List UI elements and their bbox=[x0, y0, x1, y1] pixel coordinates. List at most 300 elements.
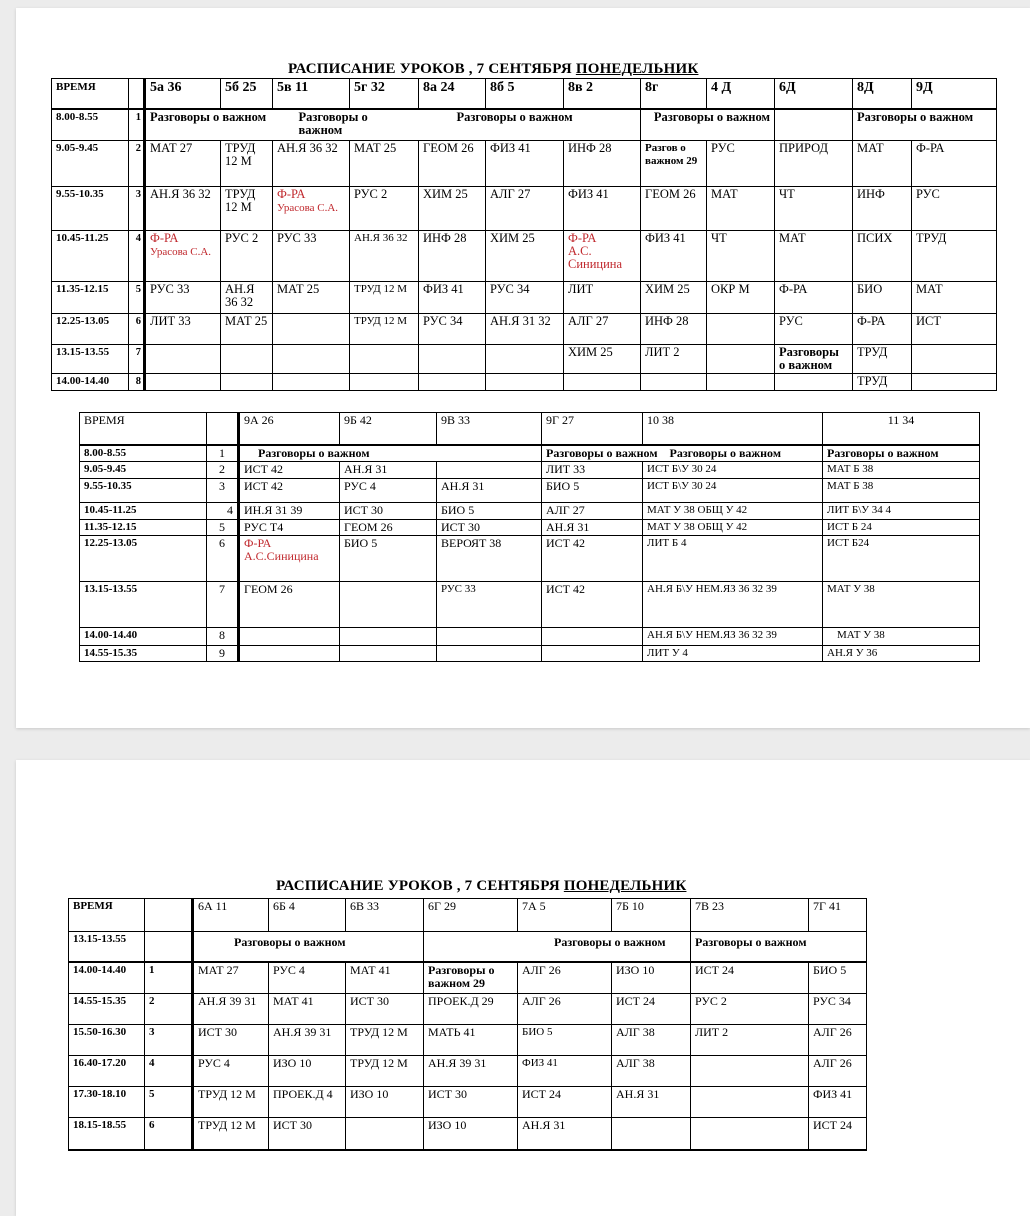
time-cell: 12.25-13.05 bbox=[52, 314, 129, 345]
table-row bbox=[80, 535, 980, 581]
lesson-cell: АЛГ 38 bbox=[612, 1025, 691, 1056]
lesson-cell: ТРУД 12 М bbox=[221, 187, 273, 231]
lesson-cell: БИО bbox=[853, 282, 912, 314]
lesson-cell: ХИМ 25 bbox=[564, 345, 641, 374]
lesson-cell bbox=[437, 645, 542, 661]
schedule-table-9-11-grades bbox=[79, 412, 980, 662]
lesson-cell: МАТ bbox=[853, 141, 912, 187]
table-row bbox=[80, 502, 980, 519]
lesson-cell: Ф-РА bbox=[912, 141, 997, 187]
header-class: 9Д bbox=[912, 79, 997, 109]
lesson-cell: ИСТ 30 bbox=[340, 502, 437, 519]
table-row bbox=[52, 141, 997, 187]
lesson-cell: Разгов о важном 29 bbox=[641, 141, 707, 187]
lesson-cell: АЛГ 38 bbox=[612, 1056, 691, 1087]
lesson-cell: АН.Я У 36 bbox=[823, 645, 980, 661]
time-cell: 8.00-8.55 bbox=[52, 109, 129, 141]
lesson-number: 6 bbox=[207, 535, 239, 581]
pe-lesson-cell bbox=[145, 231, 221, 282]
lesson-number: 4 bbox=[129, 231, 145, 282]
header-class: 6В 33 bbox=[346, 899, 424, 932]
table-row bbox=[52, 282, 997, 314]
header-class: 7Г 41 bbox=[809, 899, 867, 932]
teacher-name: А.С.Синицина bbox=[244, 548, 319, 563]
lesson-number: 5 bbox=[129, 282, 145, 314]
lesson-cell: МАТЬ 41 bbox=[424, 1025, 518, 1056]
lesson-cell bbox=[145, 345, 221, 374]
schedule-table-6-7-grades bbox=[68, 898, 867, 1151]
pe-label: Ф-РА bbox=[277, 187, 306, 201]
lesson-cell: МАТ У 38 bbox=[823, 627, 980, 645]
lesson-cell: ИНФ bbox=[853, 187, 912, 231]
lesson-cell: ХИМ 25 bbox=[641, 282, 707, 314]
lesson-cell bbox=[707, 345, 775, 374]
pe-lesson-cell bbox=[273, 187, 350, 231]
lesson-cell bbox=[346, 1118, 424, 1150]
header-class: 5б 25 bbox=[221, 79, 273, 109]
lesson-cell: ТРУД 12 М bbox=[346, 1025, 424, 1056]
lesson-cell: АН.Я 31 bbox=[518, 1118, 612, 1150]
lesson-cell bbox=[707, 374, 775, 391]
lesson-cell: ГЕОМ 26 bbox=[419, 141, 486, 187]
lesson-cell bbox=[707, 314, 775, 345]
lesson-cell bbox=[912, 374, 997, 391]
lesson-cell: АН.Я 36 32 bbox=[273, 141, 350, 187]
table-row bbox=[52, 109, 997, 141]
lesson-cell: ТРУД 12 М bbox=[346, 1056, 424, 1087]
lesson-cell: ХИМ 25 bbox=[419, 187, 486, 231]
lesson-cell: ИСТ 30 bbox=[193, 1025, 269, 1056]
lesson-number: 7 bbox=[207, 581, 239, 627]
lesson-cell bbox=[691, 1087, 809, 1118]
lesson-cell: АЛГ 26 bbox=[809, 1025, 867, 1056]
lesson-cell: РУС bbox=[707, 141, 775, 187]
lesson-cell: АН.Я 36 32 bbox=[350, 231, 419, 282]
table-row bbox=[69, 1056, 867, 1087]
header-class: 7В 23 bbox=[691, 899, 809, 932]
talks-important-cell: Разговоры о важном bbox=[273, 109, 419, 141]
lesson-cell bbox=[641, 374, 707, 391]
time-cell: 14.00-14.40 bbox=[69, 962, 145, 994]
lesson-cell: МАТ bbox=[775, 231, 853, 282]
lesson-cell bbox=[350, 374, 419, 391]
header-class: 8б 5 bbox=[486, 79, 564, 109]
lesson-cell bbox=[486, 374, 564, 391]
lesson-cell: МАТ Б 38 bbox=[823, 461, 980, 478]
lesson-cell: АН.Я 39 31 bbox=[269, 1025, 346, 1056]
header-time: ВРЕМЯ bbox=[80, 413, 207, 445]
lesson-cell: МАТ 27 bbox=[193, 962, 269, 994]
table-row bbox=[52, 231, 997, 282]
table-row bbox=[69, 962, 867, 994]
lesson-cell: РУС bbox=[775, 314, 853, 345]
table-row bbox=[80, 645, 980, 661]
empty-cell bbox=[775, 109, 853, 141]
talks-important-cell: Разговоры о важном bbox=[691, 932, 867, 962]
lesson-cell: ИСТ 42 bbox=[239, 461, 340, 478]
lesson-cell: ПРОЕК.Д 29 bbox=[424, 994, 518, 1025]
lesson-cell: МАТ У 38 ОБЩ У 42 bbox=[643, 519, 823, 535]
header-class: 8а 24 bbox=[419, 79, 486, 109]
lesson-cell: ИСТ 30 bbox=[346, 994, 424, 1025]
table-header-row bbox=[52, 79, 997, 109]
table-row bbox=[69, 932, 867, 962]
lesson-cell: ИСТ Б\У 30 24 bbox=[643, 461, 823, 478]
talks-important-cell: Разговоры о важном bbox=[424, 932, 691, 962]
lesson-cell: ПРОЕК.Д 4 bbox=[269, 1087, 346, 1118]
table-row bbox=[80, 461, 980, 478]
schedule-table-5-8-grades bbox=[51, 78, 997, 391]
lesson-cell bbox=[775, 374, 853, 391]
lesson-cell: ИЗО 10 bbox=[346, 1087, 424, 1118]
table-row bbox=[52, 314, 997, 345]
header-class: 11 34 bbox=[823, 413, 980, 445]
lesson-number: 7 bbox=[129, 345, 145, 374]
lesson-cell: АН.Я 39 31 bbox=[424, 1056, 518, 1087]
lesson-cell bbox=[419, 374, 486, 391]
lesson-cell: МАТ У 38 ОБЩ У 42 bbox=[643, 502, 823, 519]
lesson-cell: МАТ 41 bbox=[269, 994, 346, 1025]
header-time: ВРЕМЯ bbox=[52, 79, 129, 109]
lesson-cell: ИСТ 24 bbox=[612, 994, 691, 1025]
schedule-title bbox=[276, 878, 686, 895]
time-cell: 13.15-13.55 bbox=[80, 581, 207, 627]
lesson-cell: БИО 5 bbox=[809, 962, 867, 994]
lesson-cell: ФИЗ 41 bbox=[486, 141, 564, 187]
lesson-cell: ИН.Я 31 39 bbox=[239, 502, 340, 519]
header-class: 10 38 bbox=[643, 413, 823, 445]
lesson-number: 3 bbox=[129, 187, 145, 231]
header-class: 9Б 42 bbox=[340, 413, 437, 445]
lesson-cell: ТРУД 12 М bbox=[221, 141, 273, 187]
lesson-cell: РУС 34 bbox=[486, 282, 564, 314]
lesson-cell: РУС 33 bbox=[437, 581, 542, 627]
lesson-cell bbox=[340, 645, 437, 661]
header-class: 5в 11 bbox=[273, 79, 350, 109]
header-class: 9Г 27 bbox=[542, 413, 643, 445]
lesson-cell: БИО 5 bbox=[542, 478, 643, 502]
lesson-cell: ФИЗ 41 bbox=[419, 282, 486, 314]
header-class: 8в 2 bbox=[564, 79, 641, 109]
time-cell: 11.35-12.15 bbox=[80, 519, 207, 535]
title-prefix: РАСПИСАНИЕ УРОКОВ , 7 СЕНТЯБРЯ bbox=[276, 878, 564, 894]
lesson-cell: ТРУД bbox=[853, 345, 912, 374]
lesson-cell: ИНФ 28 bbox=[419, 231, 486, 282]
lesson-cell: ГЕОМ 26 bbox=[239, 581, 340, 627]
lesson-number: 9 bbox=[207, 645, 239, 661]
lesson-cell: АН.Я 36 32 bbox=[221, 282, 273, 314]
lesson-cell: ИНФ 28 bbox=[564, 141, 641, 187]
time-cell: 9.05-9.45 bbox=[52, 141, 129, 187]
time-cell: 12.25-13.05 bbox=[80, 535, 207, 581]
lesson-cell: ИСТ Б\У 30 24 bbox=[643, 478, 823, 502]
lesson-number: 5 bbox=[145, 1087, 193, 1118]
lesson-number bbox=[145, 932, 193, 962]
lesson-number: 1 bbox=[207, 445, 239, 462]
talks-important-cell bbox=[542, 445, 823, 462]
lesson-number: 5 bbox=[207, 519, 239, 535]
lesson-cell: РУС Т4 bbox=[239, 519, 340, 535]
teacher-name: А.С. Синицина bbox=[568, 244, 623, 271]
time-cell: 16.40-17.20 bbox=[69, 1056, 145, 1087]
lesson-cell: ФИЗ 41 bbox=[564, 187, 641, 231]
lesson-cell: ФИЗ 41 bbox=[809, 1087, 867, 1118]
lesson-cell: АЛГ 27 bbox=[542, 502, 643, 519]
lesson-cell: Ф-РА bbox=[853, 314, 912, 345]
lesson-cell: ИЗО 10 bbox=[612, 962, 691, 994]
lesson-number: 6 bbox=[145, 1118, 193, 1150]
lesson-cell: АЛГ 27 bbox=[486, 187, 564, 231]
teacher-name: Урасова С.А. bbox=[277, 202, 339, 214]
header-class: 5г 32 bbox=[350, 79, 419, 109]
lesson-cell: АЛГ 27 bbox=[564, 314, 641, 345]
lesson-cell: ОКР М bbox=[707, 282, 775, 314]
table-row bbox=[52, 345, 997, 374]
time-cell: 9.55-10.35 bbox=[52, 187, 129, 231]
lesson-cell: БИО 5 bbox=[340, 535, 437, 581]
schedule-title bbox=[288, 61, 698, 78]
header-class: 6Д bbox=[775, 79, 853, 109]
time-cell: 14.00-14.40 bbox=[80, 627, 207, 645]
lesson-cell: АЛГ 26 bbox=[518, 962, 612, 994]
lesson-cell bbox=[350, 345, 419, 374]
lesson-cell: ЛИТ Б\У 34 4 bbox=[823, 502, 980, 519]
page-2 bbox=[16, 760, 1030, 1216]
lesson-cell: МАТ 27 bbox=[145, 141, 221, 187]
lesson-cell bbox=[691, 1118, 809, 1150]
talks-important-cell: Разговоры о важном bbox=[853, 109, 997, 141]
lesson-number: 1 bbox=[145, 962, 193, 994]
lesson-number: 1 bbox=[129, 109, 145, 141]
header-class: 5а 36 bbox=[145, 79, 221, 109]
lesson-cell: РУС 4 bbox=[193, 1056, 269, 1087]
title-day: ПОНЕДЕЛЬНИК bbox=[563, 878, 687, 894]
table-row bbox=[69, 1087, 867, 1118]
time-cell: 14.55-15.35 bbox=[80, 645, 207, 661]
header-num bbox=[129, 79, 145, 109]
lesson-number: 2 bbox=[129, 141, 145, 187]
time-cell: 13.15-13.55 bbox=[52, 345, 129, 374]
lesson-cell: ТРУД bbox=[853, 374, 912, 391]
lesson-cell bbox=[437, 627, 542, 645]
lesson-cell: ИСТ 42 bbox=[542, 581, 643, 627]
lesson-cell: ИСТ 24 bbox=[518, 1087, 612, 1118]
lesson-cell: АН.Я 31 bbox=[542, 519, 643, 535]
header-class: 6А 11 bbox=[193, 899, 269, 932]
table-row bbox=[69, 1025, 867, 1056]
lesson-cell: ТРУД 12 М bbox=[193, 1118, 269, 1150]
lesson-cell: АН.Я 31 bbox=[437, 478, 542, 502]
lesson-cell: ИСТ 42 bbox=[239, 478, 340, 502]
table-row bbox=[80, 478, 980, 502]
lesson-cell bbox=[912, 345, 997, 374]
time-cell: 15.50-16.30 bbox=[69, 1025, 145, 1056]
lesson-cell: ЛИТ 33 bbox=[542, 461, 643, 478]
talks-important-cell: Разговоры о важном bbox=[823, 445, 980, 462]
header-class: 7Б 10 bbox=[612, 899, 691, 932]
header-time: ВРЕМЯ bbox=[69, 899, 145, 932]
lesson-number: 6 bbox=[129, 314, 145, 345]
page-1 bbox=[16, 8, 1030, 728]
lesson-number: 2 bbox=[207, 461, 239, 478]
time-cell: 18.15-18.55 bbox=[69, 1118, 145, 1150]
header-num bbox=[145, 899, 193, 932]
table-row bbox=[80, 581, 980, 627]
lesson-cell: ИСТ 30 bbox=[424, 1087, 518, 1118]
lesson-cell: АН.Я 39 31 bbox=[193, 994, 269, 1025]
lesson-cell: ИСТ 30 bbox=[269, 1118, 346, 1150]
pe-label: Ф-РА bbox=[150, 231, 179, 245]
lesson-cell: ИСТ Б 24 bbox=[823, 519, 980, 535]
lesson-cell bbox=[221, 374, 273, 391]
header-num bbox=[207, 413, 239, 445]
lesson-cell: РУС 34 bbox=[809, 994, 867, 1025]
lesson-cell: ТРУД bbox=[912, 231, 997, 282]
lesson-cell bbox=[340, 627, 437, 645]
lesson-cell bbox=[239, 627, 340, 645]
lesson-number: 8 bbox=[207, 627, 239, 645]
lesson-cell: РУС 2 bbox=[221, 231, 273, 282]
lesson-cell: ЛИТ 33 bbox=[145, 314, 221, 345]
lesson-cell: ХИМ 25 bbox=[486, 231, 564, 282]
lesson-cell: РУС 33 bbox=[273, 231, 350, 282]
lesson-number: 8 bbox=[129, 374, 145, 391]
lesson-cell: Разговоры о важном 29 bbox=[424, 962, 518, 994]
lesson-cell: Разговоры о важном bbox=[775, 345, 853, 374]
lesson-cell bbox=[437, 461, 542, 478]
lesson-cell: ЧТ bbox=[775, 187, 853, 231]
table-row bbox=[80, 627, 980, 645]
header-class: 8г bbox=[641, 79, 707, 109]
lesson-cell: ИСТ 24 bbox=[809, 1118, 867, 1150]
lesson-number: 4 bbox=[207, 502, 239, 519]
lesson-cell: РУС 2 bbox=[691, 994, 809, 1025]
lesson-cell: РУС 34 bbox=[419, 314, 486, 345]
lesson-cell: ИСТ 24 bbox=[691, 962, 809, 994]
talks-important-label: Разговоры о важном bbox=[669, 445, 781, 460]
time-cell: 14.00-14.40 bbox=[52, 374, 129, 391]
title-day: ПОНЕДЕЛЬНИК bbox=[575, 61, 699, 77]
lesson-cell bbox=[612, 1118, 691, 1150]
pe-label: Ф-РА bbox=[244, 535, 272, 550]
lesson-cell: МАТ 41 bbox=[346, 962, 424, 994]
lesson-cell: МАТ 25 bbox=[350, 141, 419, 187]
header-class: 9А 26 bbox=[239, 413, 340, 445]
time-cell: 9.05-9.45 bbox=[80, 461, 207, 478]
time-cell: 11.35-12.15 bbox=[52, 282, 129, 314]
lesson-cell bbox=[691, 1056, 809, 1087]
table-row bbox=[52, 374, 997, 391]
lesson-cell bbox=[542, 627, 643, 645]
lesson-cell: ГЕОМ 26 bbox=[641, 187, 707, 231]
header-class: 4 Д bbox=[707, 79, 775, 109]
lesson-cell: ФИЗ 41 bbox=[641, 231, 707, 282]
time-cell: 8.00-8.55 bbox=[80, 445, 207, 462]
talks-important-cell: Разговоры о важном bbox=[145, 109, 273, 141]
lesson-number: 2 bbox=[145, 994, 193, 1025]
lesson-number: 3 bbox=[207, 478, 239, 502]
lesson-cell bbox=[273, 314, 350, 345]
lesson-cell: РУС 2 bbox=[350, 187, 419, 231]
lesson-cell: БИО 5 bbox=[518, 1025, 612, 1056]
lesson-cell: ТРУД 12 М bbox=[350, 282, 419, 314]
lesson-cell: ИСТ 42 bbox=[542, 535, 643, 581]
lesson-cell: АН.Я Б\У НЕМ.ЯЗ 36 32 39 bbox=[643, 627, 823, 645]
time-cell: 13.15-13.55 bbox=[69, 932, 145, 962]
lesson-cell bbox=[564, 374, 641, 391]
lesson-number: 3 bbox=[145, 1025, 193, 1056]
lesson-cell bbox=[273, 374, 350, 391]
time-cell: 14.55-15.35 bbox=[69, 994, 145, 1025]
time-cell: 17.30-18.10 bbox=[69, 1087, 145, 1118]
lesson-cell: ЧТ bbox=[707, 231, 775, 282]
table-row bbox=[69, 994, 867, 1025]
lesson-cell: АН.Я 36 32 bbox=[145, 187, 221, 231]
lesson-cell: ФИЗ 41 bbox=[518, 1056, 612, 1087]
table-row bbox=[80, 519, 980, 535]
lesson-cell: МАТ 25 bbox=[221, 314, 273, 345]
table-header-row bbox=[80, 413, 980, 445]
lesson-number: 4 bbox=[145, 1056, 193, 1087]
lesson-cell: Ф-РА bbox=[775, 282, 853, 314]
lesson-cell: МАТ Б 38 bbox=[823, 478, 980, 502]
header-class: 8Д bbox=[853, 79, 912, 109]
lesson-cell: МАТ У 38 bbox=[823, 581, 980, 627]
lesson-cell bbox=[145, 374, 221, 391]
lesson-cell: ПСИХ bbox=[853, 231, 912, 282]
lesson-cell: МАТ bbox=[912, 282, 997, 314]
lesson-cell: ИЗО 10 bbox=[424, 1118, 518, 1150]
lesson-cell: ЛИТ Б 4 bbox=[643, 535, 823, 581]
lesson-cell: ТРУД 12 М bbox=[350, 314, 419, 345]
lesson-cell: АН.Я 31 32 bbox=[486, 314, 564, 345]
talks-important-label: Разговоры о важном bbox=[546, 445, 658, 460]
lesson-cell: ЛИТ 2 bbox=[641, 345, 707, 374]
lesson-cell: РУС 33 bbox=[145, 282, 221, 314]
lesson-cell bbox=[340, 581, 437, 627]
lesson-cell: АН.Я 31 bbox=[612, 1087, 691, 1118]
pe-lesson-cell bbox=[239, 535, 340, 581]
lesson-cell bbox=[273, 345, 350, 374]
time-cell: 10.45-11.25 bbox=[80, 502, 207, 519]
lesson-cell: АН.Я Б\У НЕМ.ЯЗ 36 32 39 bbox=[643, 581, 823, 627]
pe-lesson-cell bbox=[564, 231, 641, 282]
lesson-cell: ЛИТ bbox=[564, 282, 641, 314]
header-class: 9В 33 bbox=[437, 413, 542, 445]
lesson-cell: АЛГ 26 bbox=[809, 1056, 867, 1087]
talks-important-cell: Разговоры о важном bbox=[641, 109, 775, 141]
time-cell: 10.45-11.25 bbox=[52, 231, 129, 282]
lesson-cell: МАТ 25 bbox=[273, 282, 350, 314]
lesson-cell bbox=[486, 345, 564, 374]
title-prefix: РАСПИСАНИЕ УРОКОВ , 7 СЕНТЯБРЯ bbox=[288, 61, 576, 77]
pe-label: Ф-РА bbox=[568, 231, 597, 245]
time-cell: 9.55-10.35 bbox=[80, 478, 207, 502]
lesson-cell: БИО 5 bbox=[437, 502, 542, 519]
lesson-cell: ЛИТ У 4 bbox=[643, 645, 823, 661]
table-row bbox=[80, 445, 980, 462]
talks-important-cell: Разговоры о важном bbox=[419, 109, 641, 141]
lesson-cell: РУС 4 bbox=[269, 962, 346, 994]
lesson-cell: МАТ bbox=[707, 187, 775, 231]
teacher-name: Урасова С.А. bbox=[150, 246, 212, 258]
table-header-row bbox=[69, 899, 867, 932]
talks-important-cell: Разговоры о важном bbox=[193, 932, 424, 962]
lesson-cell: РУС bbox=[912, 187, 997, 231]
header-class: 6Б 4 bbox=[269, 899, 346, 932]
lesson-cell bbox=[542, 645, 643, 661]
header-class: 6Г 29 bbox=[424, 899, 518, 932]
